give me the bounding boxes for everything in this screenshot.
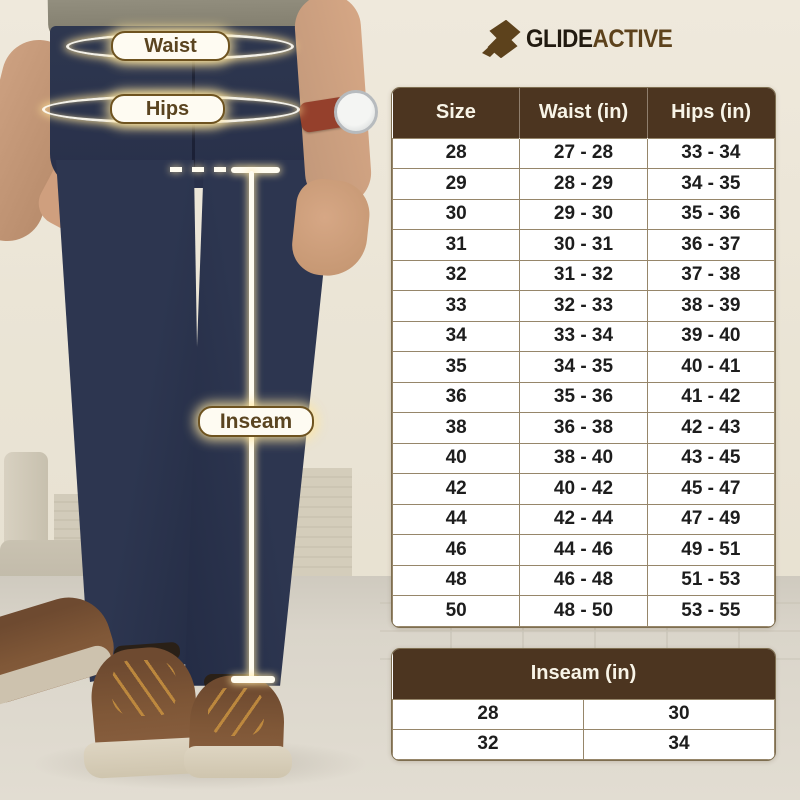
inseam-column-header: Inseam (in) — [393, 649, 775, 699]
size-table-cell: 40 — [393, 443, 520, 474]
waist-label-pill — [111, 31, 230, 61]
boot-sole — [184, 746, 292, 778]
table-row — [393, 199, 775, 230]
size-table-cell: 42 — [393, 474, 520, 505]
waist-column-header: Waist (in) — [520, 88, 647, 138]
brand-icon — [479, 20, 521, 58]
size-table-cell: 45 - 47 — [647, 474, 774, 505]
brand-name-primary: GLIDE — [526, 24, 593, 53]
size-table-cell: 41 - 42 — [647, 382, 774, 413]
size-table-cell: 30 — [393, 199, 520, 230]
boot-laces — [208, 688, 264, 736]
size-table-body — [393, 138, 775, 626]
table-row — [393, 443, 775, 474]
size-table-cell: 49 - 51 — [647, 535, 774, 566]
table-row — [393, 352, 775, 383]
inseam-line-top-cap — [231, 167, 280, 173]
inseam-table-cell: 30 — [584, 699, 775, 729]
size-table-cell: 31 - 32 — [520, 260, 647, 291]
size-table-cell: 29 - 30 — [520, 199, 647, 230]
size-column-header: Size — [393, 88, 520, 138]
size-table-cell: 44 - 46 — [520, 535, 647, 566]
inseam-label: Inseam — [219, 409, 293, 433]
table-row — [393, 230, 775, 261]
size-table-cell: 38 - 39 — [647, 291, 774, 322]
size-table-cell: 34 - 35 — [647, 169, 774, 200]
size-table-cell: 46 — [393, 535, 520, 566]
size-table-cell: 37 - 38 — [647, 260, 774, 291]
table-row — [393, 729, 775, 759]
table-row — [393, 138, 775, 169]
table-row — [393, 382, 775, 413]
table-row — [393, 535, 775, 566]
size-table-cell: 28 — [393, 138, 520, 169]
size-table-cell: 38 — [393, 413, 520, 444]
inseam-table-header-row — [393, 649, 775, 699]
size-table-cell: 48 - 50 — [520, 596, 647, 627]
size-table-cell: 35 — [393, 352, 520, 383]
wrist-watch-face — [334, 90, 378, 134]
brand-name — [526, 25, 672, 54]
size-table-cell: 44 — [393, 504, 520, 535]
size-table-cell: 50 — [393, 596, 520, 627]
inseam-table-body — [393, 699, 775, 759]
size-table-cell: 36 - 38 — [520, 413, 647, 444]
table-row — [393, 565, 775, 596]
table-row — [393, 321, 775, 352]
size-table-cell: 40 - 41 — [647, 352, 774, 383]
size-table-cell: 53 - 55 — [647, 596, 774, 627]
size-table-cell: 27 - 28 — [520, 138, 647, 169]
table-row — [393, 169, 775, 200]
size-table-cell: 33 - 34 — [647, 138, 774, 169]
inseam-table — [391, 648, 776, 761]
size-table-cell: 33 - 34 — [520, 321, 647, 352]
hips-label-pill — [110, 94, 225, 124]
boot-laces — [112, 660, 176, 716]
table-row — [393, 291, 775, 322]
inseam-line-bottom-cap — [231, 676, 275, 683]
inseam-label-pill — [198, 406, 314, 437]
inseam-table-cell: 34 — [584, 729, 775, 759]
size-table-cell: 34 — [393, 321, 520, 352]
size-table-cell: 34 - 35 — [520, 352, 647, 383]
size-table-cell: 31 — [393, 230, 520, 261]
table-row — [393, 474, 775, 505]
size-table-cell: 39 - 40 — [647, 321, 774, 352]
size-table-cell: 32 — [393, 260, 520, 291]
size-table-cell: 42 - 43 — [647, 413, 774, 444]
size-table-cell: 51 - 53 — [647, 565, 774, 596]
table-row — [393, 699, 775, 729]
size-table-cell: 46 - 48 — [520, 565, 647, 596]
table-row — [393, 504, 775, 535]
size-table-cell: 35 - 36 — [647, 199, 774, 230]
table-row — [393, 260, 775, 291]
waist-label: Waist — [144, 34, 197, 57]
size-table-cell: 32 - 33 — [520, 291, 647, 322]
size-table-cell: 38 - 40 — [520, 443, 647, 474]
brand-logo — [479, 20, 689, 58]
model-right-hand — [289, 176, 373, 279]
hips-label: Hips — [145, 97, 190, 120]
table-row — [393, 413, 775, 444]
brand-name-secondary: ACTIVE — [592, 24, 673, 53]
size-table-cell: 30 - 31 — [520, 230, 647, 261]
size-table — [391, 87, 776, 628]
size-table-cell: 35 - 36 — [520, 382, 647, 413]
size-table-cell: 48 — [393, 565, 520, 596]
inseam-dashed-line — [170, 167, 234, 172]
size-table-cell: 28 - 29 — [520, 169, 647, 200]
hips-column-header: Hips (in) — [647, 88, 774, 138]
size-table-cell: 36 - 37 — [647, 230, 774, 261]
size-table-cell: 43 - 45 — [647, 443, 774, 474]
size-table-cell: 42 - 44 — [520, 504, 647, 535]
size-table-cell: 29 — [393, 169, 520, 200]
size-table-header-row — [393, 88, 775, 138]
size-table-cell: 33 — [393, 291, 520, 322]
inseam-table-cell: 32 — [393, 729, 584, 759]
table-row — [393, 596, 775, 627]
size-table-cell: 47 - 49 — [647, 504, 774, 535]
size-table-cell: 40 - 42 — [520, 474, 647, 505]
inseam-table-cell: 28 — [393, 699, 584, 729]
size-table-cell: 36 — [393, 382, 520, 413]
